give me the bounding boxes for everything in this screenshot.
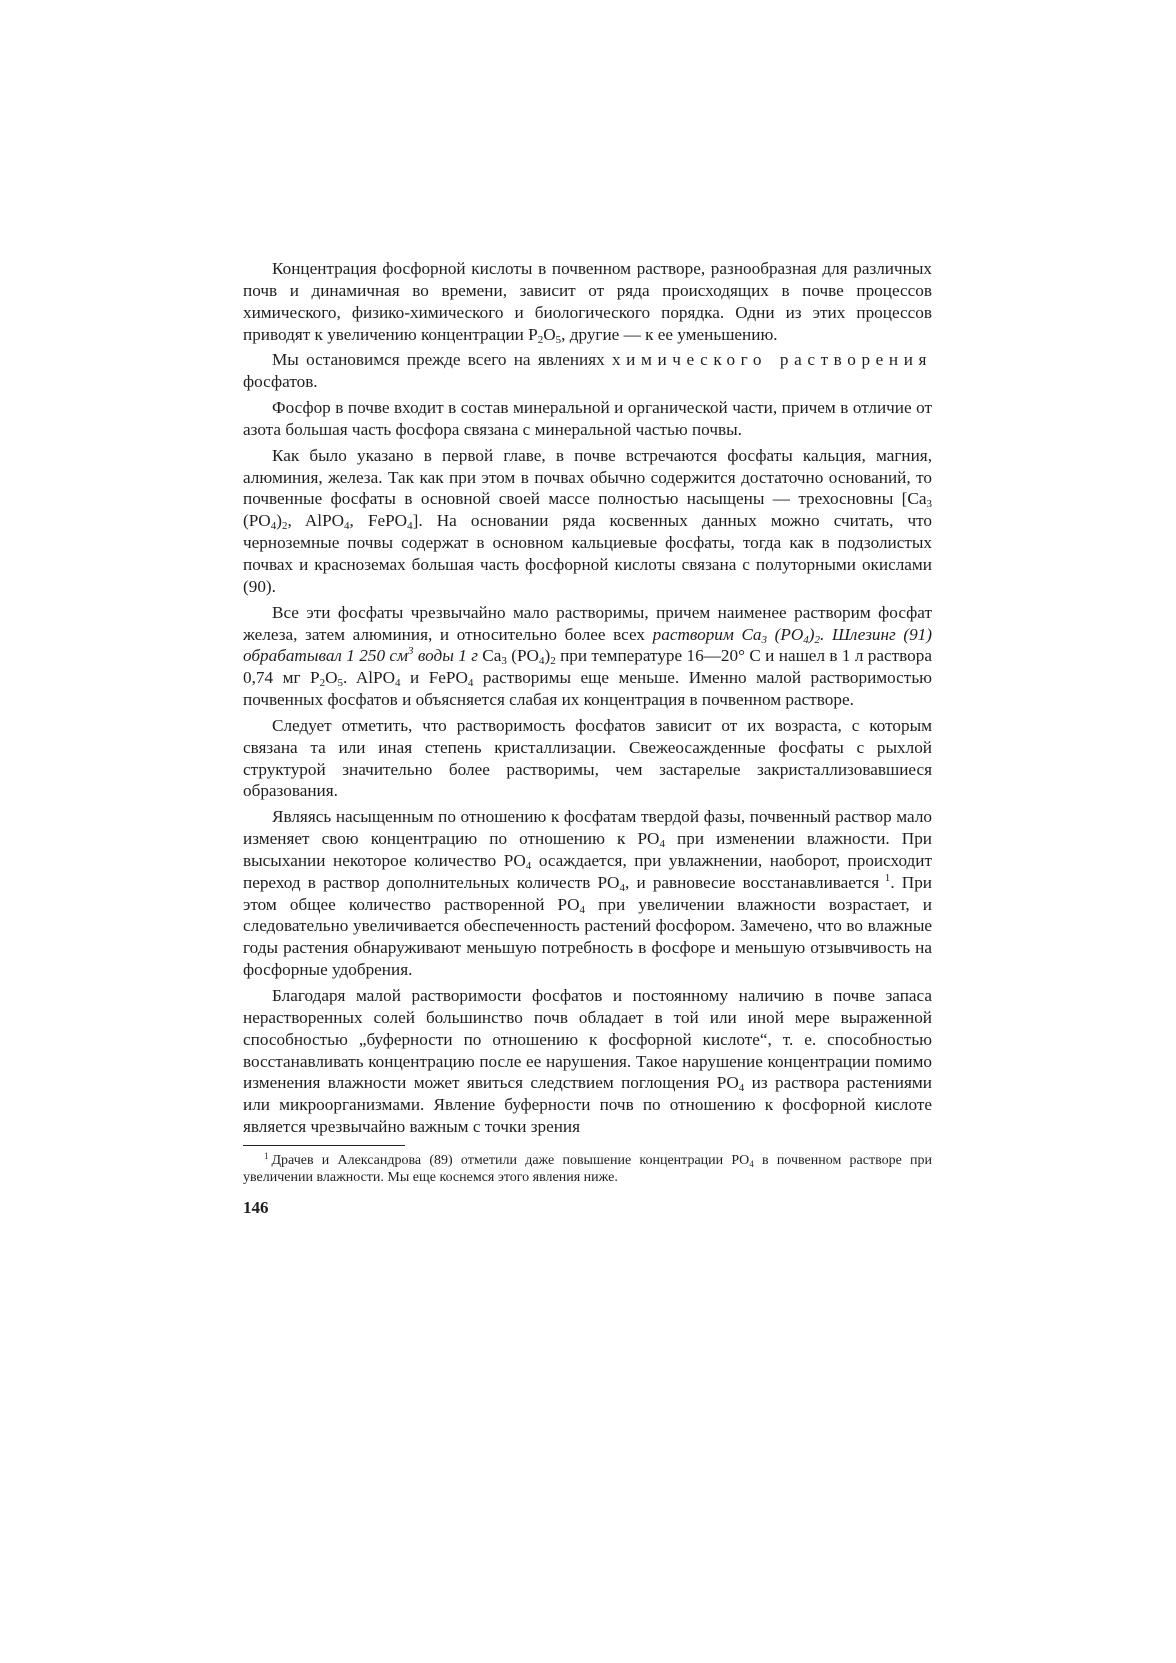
unit-superscript: 3 xyxy=(408,645,414,658)
footnote-reference: 1 xyxy=(879,871,891,884)
paragraph-text: ]. На основании ряда косвенных данных можно считать, что черноземные почвы содержат в основном кальциевые фосфаты, тогда как в подзолистых почвах и красноземах большая часть фосфорной кислоты связана с полуторными окислами (90). xyxy=(243,511,932,596)
formula-text: , FePO xyxy=(349,511,408,531)
paragraph xyxy=(243,602,932,711)
footnote xyxy=(243,1152,932,1187)
italic-text: воды 1 г xyxy=(413,646,478,666)
spaced-emphasis: химического растворения xyxy=(611,350,933,370)
formula-text: (PO xyxy=(506,646,539,666)
formula-text: (PO xyxy=(243,511,271,531)
italic-text: ) xyxy=(808,624,815,644)
formula-subscript: 4 xyxy=(803,633,809,646)
formula-subscript: 4 xyxy=(619,881,625,894)
formula-subscript: 2 xyxy=(537,333,544,346)
paragraph-text: из раствора растениями или микроорганизмами. Явление буферности почв по отношению к фосфорной кислоте является чрезвычайно важным с точки зрения xyxy=(243,1073,932,1137)
formula-subscript: 5 xyxy=(337,677,343,690)
formula-subscript: 4 xyxy=(395,677,401,690)
paragraph-text: Концентрация фосфорной кислоты в почвенном растворе, разнообразная для различных почв и динамичная во времени, зависит от ряда происходящих в почве процессов химического, физико-химического и биологического порядка. Одни из этих процессов приводят к увеличению концентрации xyxy=(243,259,932,344)
paragraph-text: фосфатов. xyxy=(243,372,318,392)
paragraph-text: Мы остановимся прежде всего на явлениях xyxy=(272,350,612,370)
paragraph-text: , другие — к ее уменьшению. xyxy=(561,324,778,344)
paragraph-text: Следует отметить, что растворимость фосфатов зависит от их возраста, с которым связана та или иная степень кристаллизации. Свежеосажденные фосфаты с рыхлой структурой значительно более растворимы, чем застарелые закристаллизовавшиеся образования. xyxy=(243,715,932,801)
paragraph xyxy=(243,985,932,1138)
italic-text: растворим Ca xyxy=(652,624,762,644)
page-number: 146 xyxy=(243,1197,269,1217)
footnote-text: в почвенном растворе при увеличении влажности. Мы еще коснемся этого явления ниже. xyxy=(243,1152,933,1186)
formula-subscript: 4 xyxy=(659,838,665,851)
formula-subscript: 4 xyxy=(270,520,277,533)
paragraph-text: при увеличении влажности возрастает, и следовательно увеличивается обеспеченность растений фосфором. Замечено, что во влажные годы растения обнаруживают меньшую потребность в фосфоре и меньшую отзывчивость на фосфорные удобрения. xyxy=(243,894,932,980)
paragraph-text: Являясь насыщенным по отношению к фосфатам твердой фазы, почвенный раствор мало изменяет свою концентрацию по отношению к PO xyxy=(243,807,932,849)
formula-element: O xyxy=(543,324,556,344)
formula-subscript: 2 xyxy=(550,655,556,668)
formula-text: ) xyxy=(276,511,282,531)
formula-subscript: 4 xyxy=(538,655,545,668)
paragraph-text: , и равновесие восстанавливается xyxy=(624,872,880,892)
formula-element: P xyxy=(528,324,538,344)
formula-subscript: 4 xyxy=(579,903,586,916)
formula-text: . AlPO xyxy=(342,668,395,688)
paragraph xyxy=(243,445,932,598)
paragraph-text: при изменении влажности. При высыхании некоторое количество PO xyxy=(243,829,932,870)
formula-subscript: 2 xyxy=(281,520,288,533)
formula-text: ) xyxy=(544,646,551,666)
paragraph-text: осаждается, при увлажнении, наоборот, происходит переход в раствор дополнительных количеств PO xyxy=(243,850,933,892)
formula-text: O xyxy=(325,668,338,688)
footnote-text: Драчев и Александрова (89) отметили даже повышение концентрации PO xyxy=(271,1152,750,1168)
formula-text: , AlPO xyxy=(287,511,345,531)
paragraph xyxy=(243,715,932,802)
italic-text: (PO xyxy=(767,624,804,644)
formula-subscript: 5 xyxy=(555,333,562,346)
formula-text: Ca xyxy=(477,646,502,666)
paragraph xyxy=(243,349,932,393)
formula-subscript: 4 xyxy=(525,859,532,872)
formula-subscript: 2 xyxy=(319,677,326,690)
book-page xyxy=(243,258,932,1218)
paragraph-text: Все эти фосфаты чрезвычайно мало растворимы, причем наименее растворим фосфат железа, затем алюминия, и относительно более всех xyxy=(243,602,932,644)
formula-subscript: 4 xyxy=(738,1082,745,1095)
footnote-marker: 1 xyxy=(264,1150,269,1161)
footnote-divider xyxy=(243,1145,405,1146)
italic-text: . Шлезинг (91) обрабатывал 1 250 см xyxy=(243,624,932,666)
paragraph-text: растворимы еще меньше. Именно малой растворимостью почвенных фосфатов и объясняется слабая их концентрация в почвенном растворе. xyxy=(243,668,932,710)
formula-subscript: 2 xyxy=(814,633,821,646)
formula-subscript: 3 xyxy=(761,633,768,646)
paragraph xyxy=(243,258,932,345)
formula-subscript: 4 xyxy=(407,520,413,533)
formula-text: при температуре 16—20° С и нашел в 1 л раствора 0,74 мг P xyxy=(243,646,932,688)
paragraph-text: Как было указано в первой главе, в почве встречаются фосфаты кальция, магния, алюминия, железа. Так как при этом в почвах обычно содержится достаточно оснований, то почвенные фосфаты в основной своей массе полностью насыщены — трехосновны [Ca xyxy=(243,445,932,509)
paragraph xyxy=(243,397,932,441)
paragraph-text: Фосфор в почве входит в состав минеральной и органической части, причем в отличие от азота большая часть фосфора связана с минеральной частью почвы. xyxy=(243,398,932,439)
formula-subscript: 4 xyxy=(749,1158,754,1169)
formula-text: и FePO xyxy=(400,668,468,688)
formula-subscript: 3 xyxy=(501,655,507,668)
formula-subscript: 3 xyxy=(926,498,932,511)
formula-subscript: 4 xyxy=(344,520,350,533)
paragraph-text: . При этом общее количество растворенной PO xyxy=(243,872,932,914)
paragraph-text: Благодаря малой растворимости фосфатов и постоянному наличию в почве запаса нерастворенных солей большинство почв обладает в той или иной мере выраженной способностью „буферности по отношению к фосфорной кислоте“, т. е. способностью восстанавливать концентрацию после ее нарушения. Такое нарушение концентрации помимо изменения влажности может явиться следствием поглощения PO xyxy=(243,986,932,1093)
formula-subscript: 4 xyxy=(467,677,474,690)
paragraph xyxy=(243,806,932,981)
